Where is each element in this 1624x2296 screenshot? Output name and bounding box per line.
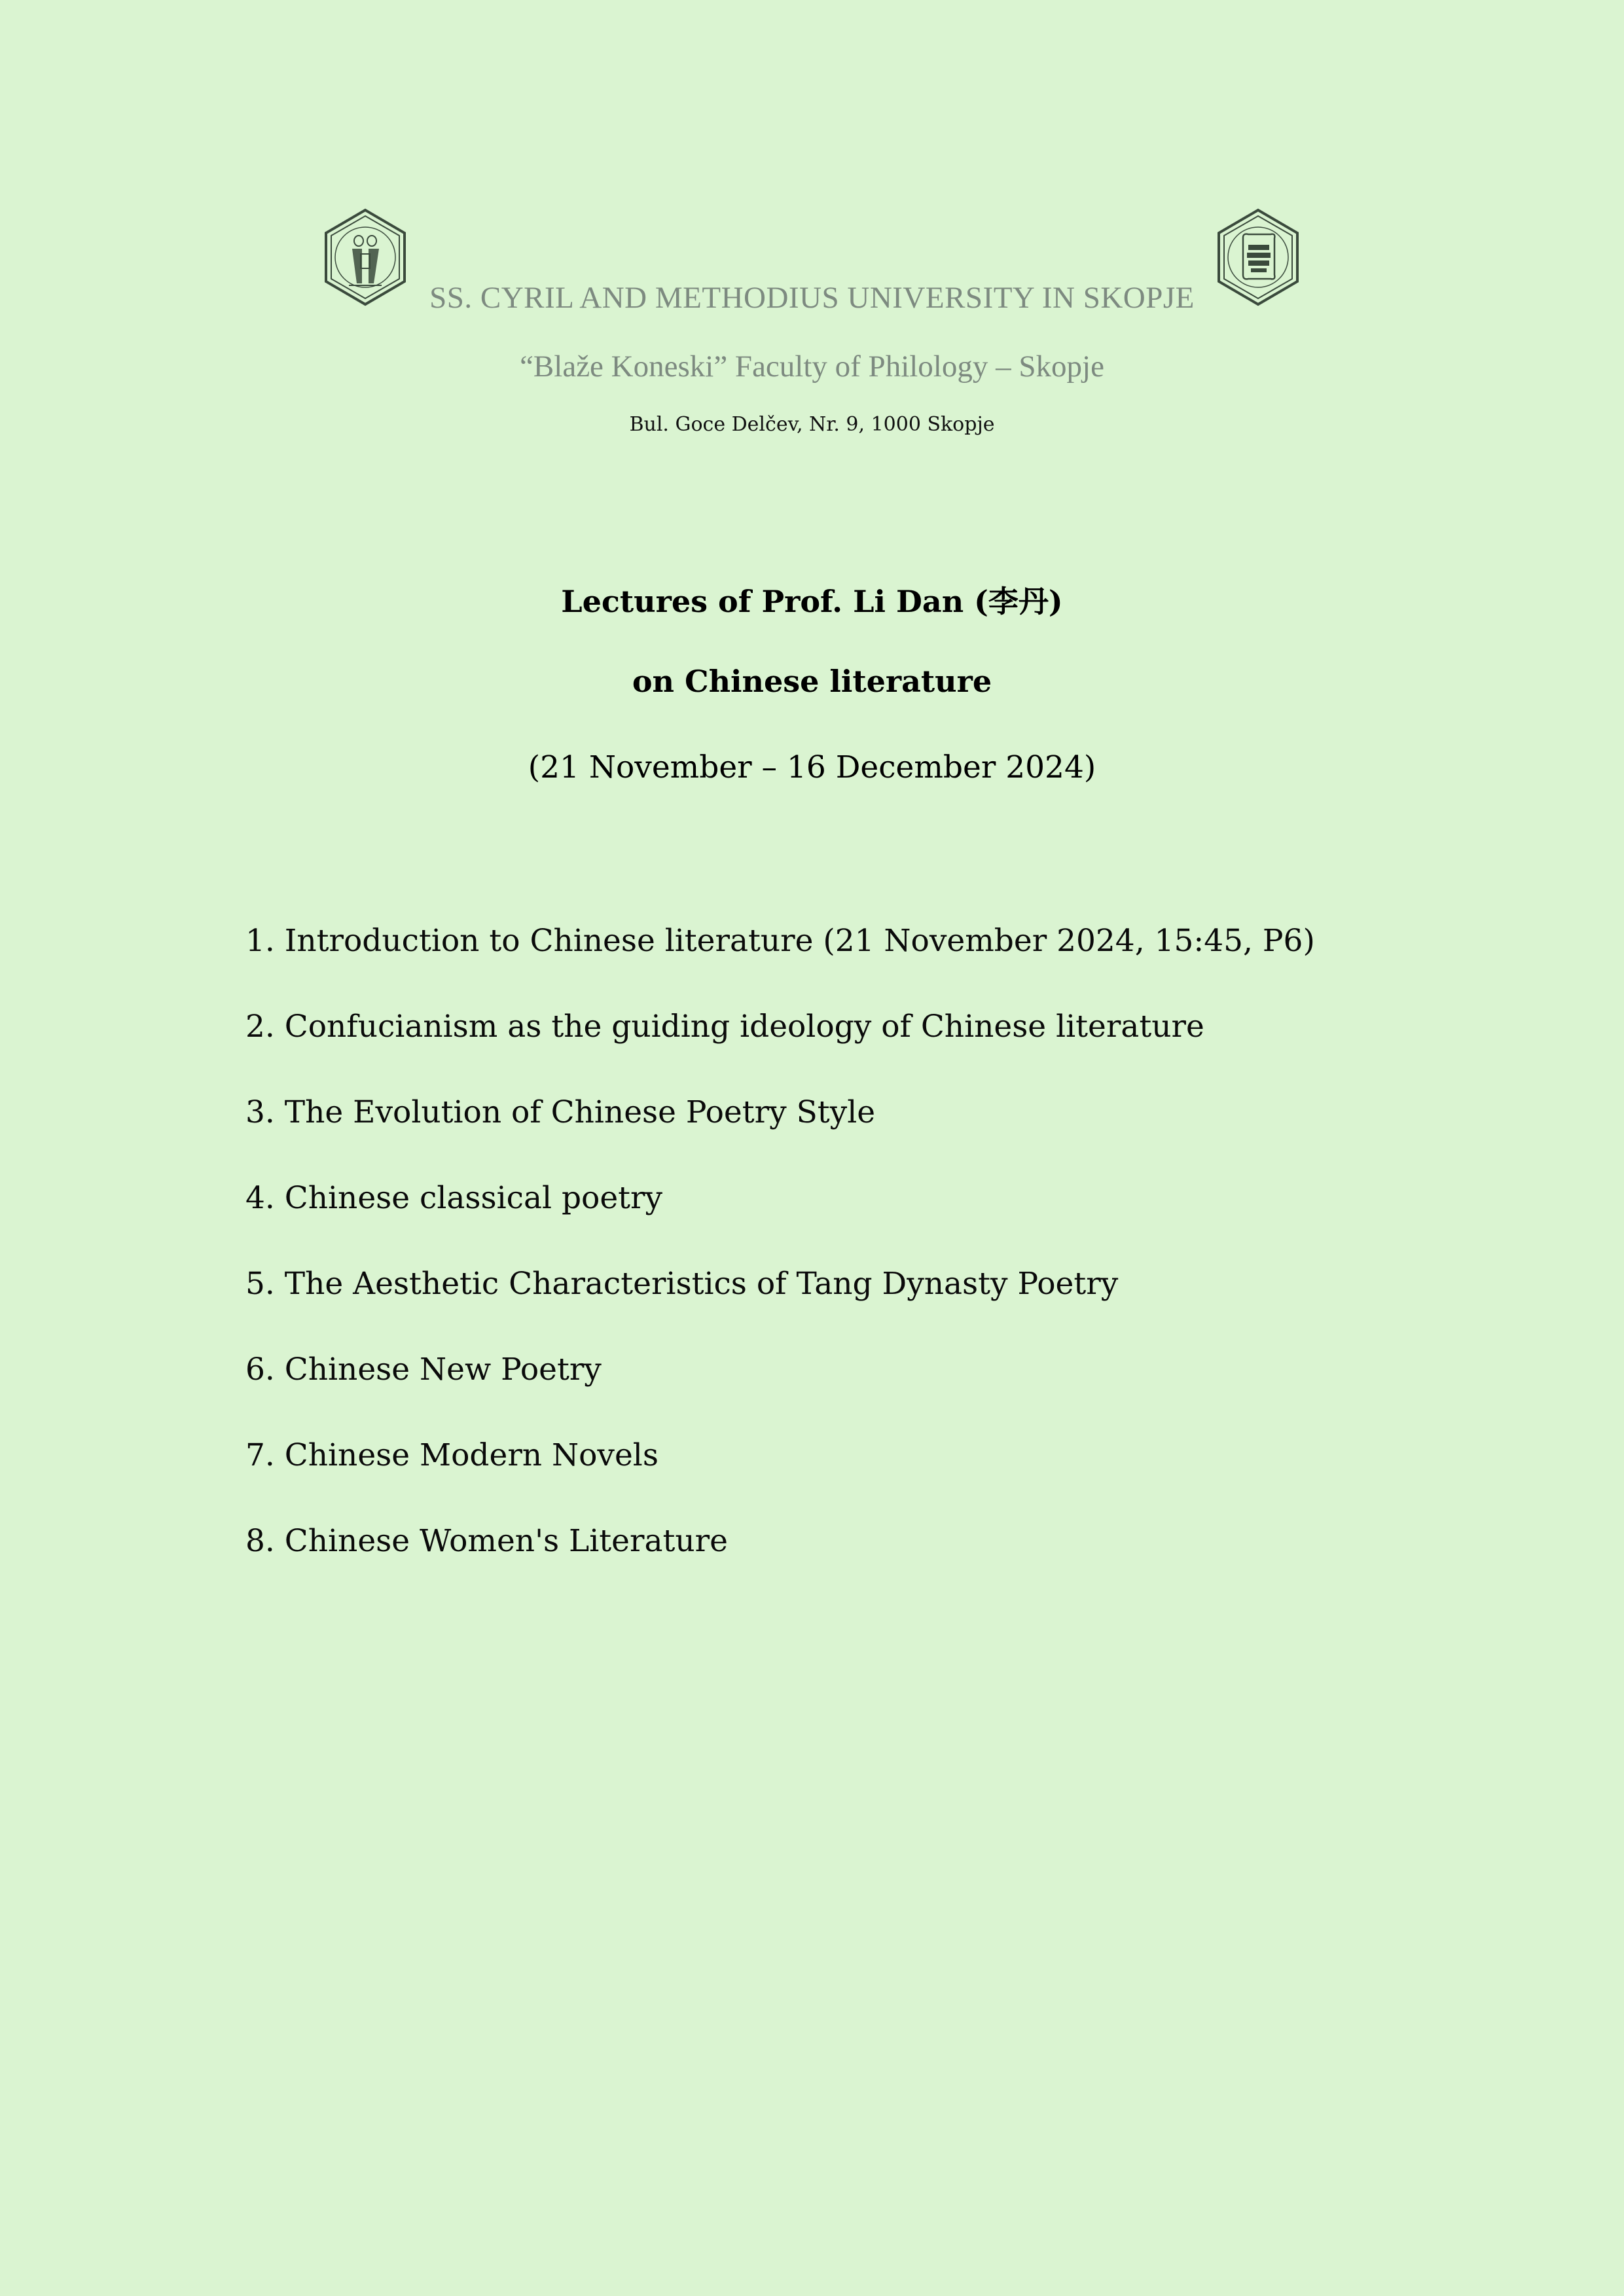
lecture-item: 1. Introduction to Chinese literature (21 November 2024, 15:45, P6) — [245, 923, 1315, 959]
lecture-item: 3. The Evolution of Chinese Poetry Style — [245, 1094, 876, 1130]
lecture-item: 7. Chinese Modern Novels — [245, 1437, 659, 1473]
faculty-name: “Blaže Koneski” Faculty of Philology – Skopje — [520, 350, 1104, 384]
date-range: (21 November – 16 December 2024) — [528, 749, 1096, 785]
lecture-series-subtitle: on Chinese literature — [632, 664, 992, 699]
lecture-item: 6. Chinese New Poetry — [245, 1352, 602, 1388]
faculty-address: Bul. Goce Delčev, Nr. 9, 1000 Skopje — [629, 413, 995, 436]
lecture-series-title: Lectures of Prof. Li Dan (李丹) — [561, 584, 1063, 619]
lecture-list — [245, 916, 1315, 1602]
lecture-item: 4. Chinese classical poetry — [245, 1180, 663, 1216]
lecture-item: 5. The Aesthetic Characteristics of Tang Dynasty Poetry — [245, 1266, 1119, 1302]
lecture-item: 2. Confucianism as the guiding ideology of Chinese literature — [245, 1009, 1204, 1045]
university-name: SS. CYRIL AND METHODIUS UNIVERSITY IN SKOPJE — [429, 281, 1195, 315]
lecture-item: 8. Chinese Women's Literature — [245, 1523, 728, 1559]
